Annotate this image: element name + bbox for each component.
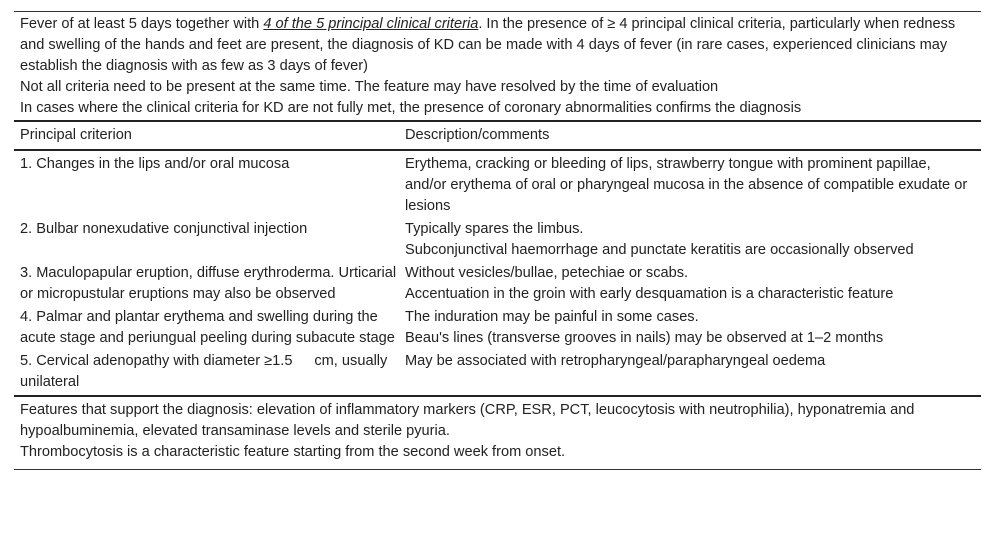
description-cell [405,263,975,305]
kd-criteria-table [14,11,981,470]
criterion-cell [20,154,405,217]
criterion-cell [20,263,405,305]
description-text: Erythema, cracking or bleeding of lips, strawberry tongue with prominent papillae, and/or erythema of oral or pharyngeal mucosa in the absence of compatible exudate or lesions [405,156,968,214]
description-text: Beau's lines (transverse grooves in nails) may be observed at 1–2 months [405,330,884,346]
criterion-text: 5. Cervical adenopathy with diameter ≥1.5 cm, usually unilateral [20,353,388,390]
table-row [14,263,981,305]
principal-criteria-link[interactable]: 4 of the 5 principal clinical criteria [263,16,479,32]
table-body [14,151,981,395]
description-cell [405,307,975,349]
description-text: Without vesicles/bullae, petechiae or scabs. [405,265,689,281]
intro-paragraph-2: Not all criteria need to be present at the same time. The feature may have resolved by the time of evaluation [20,79,719,95]
criterion-cell [20,219,405,261]
description-text: Subconjunctival haemorrhage and punctate keratitis are occasionally observed [405,242,914,258]
criterion-text: 4. Palmar and plantar erythema and swelling during the acute stage and periungual peeling during subacute stage [20,309,395,346]
description-cell [405,154,975,217]
criterion-text: 1. Changes in the lips and/or oral mucosa [20,156,290,172]
table-row [14,219,981,261]
criterion-text: 2. Bulbar nonexudative conjunctival injection [20,221,308,237]
footer-paragraph-1: Features that support the diagnosis: elevation of inflammatory markers (CRP, ESR, PCT, leucocytosis with neutrophilia), hyponatremia and hypoalbuminemia, elevated transaminase levels and sterile pyuria. [20,402,915,439]
description-text: The induration may be painful in some cases. [405,309,699,325]
bottom-rule [14,469,981,470]
intro-paragraph-3: In cases where the clinical criteria for KD are not fully met, the presence of coronary abnormalities confirms the diagnosis [20,100,802,116]
table-row [14,307,981,349]
table-row [14,154,981,217]
footer-paragraph-2: Thrombocytosis is a characteristic feature starting from the second week from onset. [20,444,566,460]
criterion-text: 3. Maculopapular eruption, diffuse erythroderma. Urticarial or micropustular eruptions may also be observed [20,265,397,302]
intro-text-post: . In the presence of ≥ 4 principal clinical criteria, particularly when redness and swelling of the hands and feet are present, the diagnosis of KD can be made with 4 days of fever (in rare cases, experienced clinicians may establish the diagnosis with as few as 3 days of fever) [20,16,956,74]
intro-paragraph-1 [20,14,975,77]
table-row [14,351,981,393]
description-text: Typically spares the limbus. [405,221,584,237]
header-description: Description/comments [405,127,550,143]
intro-text-pre: Fever of at least 5 days together with [20,16,264,32]
description-cell [405,351,975,393]
description-text: Accentuation in the groin with early desquamation is a characteristic feature [405,286,894,302]
table-header [14,122,981,149]
footer-section [14,397,981,469]
header-criterion: Principal criterion [20,127,132,143]
description-text: May be associated with retropharyngeal/parapharyngeal oedema [405,353,826,369]
intro-section [14,12,981,120]
criterion-cell [20,351,405,393]
criterion-cell [20,307,405,349]
description-cell [405,219,975,261]
